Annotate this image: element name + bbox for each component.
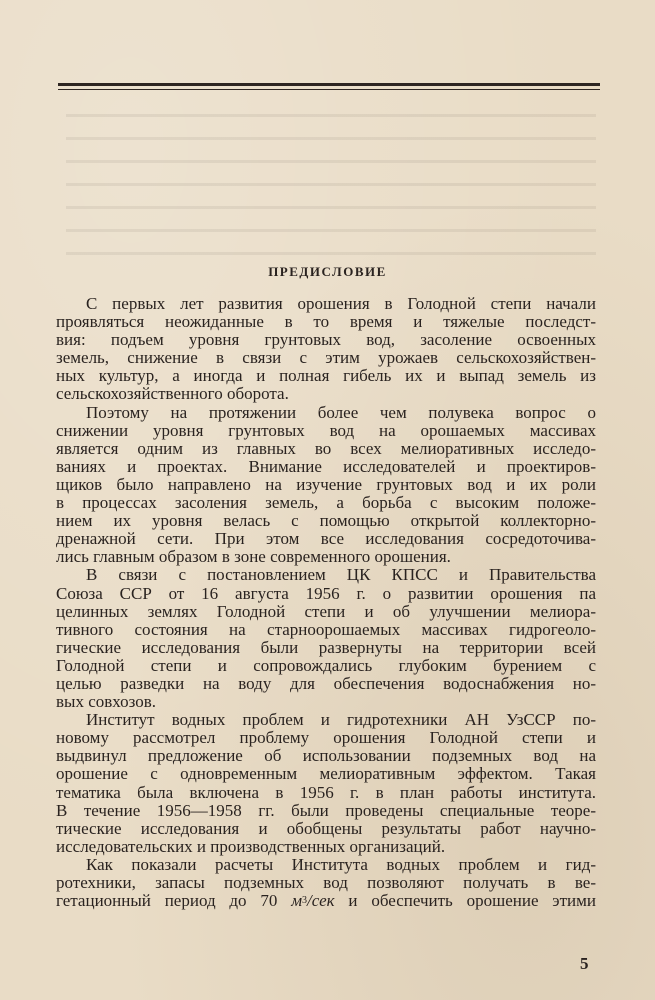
text-line: орошение с одновременным мелиоративным эффектом. Такая (56, 764, 596, 784)
text-line: снижении уровня грунтовых вод на орошаемых массивах (56, 420, 596, 440)
text-line: новому рассмотрел проблему орошения Голодной степи и (56, 728, 596, 748)
unit-per-sec: /сек (307, 891, 335, 911)
text-line: ваниях и проектах. Внимание исследователей и проектиров- (56, 456, 596, 476)
unit-m: м (291, 891, 303, 911)
text-line: земель, снижение в связи с этим урожаев сельскохозяйствен- (56, 348, 596, 368)
text-line: ных культур, а иногда и полная гибель их и выпад земель из (56, 366, 596, 386)
header-rule-thin (58, 89, 600, 90)
text-line: вых совхозов. (56, 692, 157, 712)
text-line: является одним из главных во всех мелиоративных исследо- (56, 438, 596, 458)
text-line: нием их уровня велась с помощью открытой коллекторно- (56, 511, 596, 531)
text-line: тематика была включена в 1956 г. в план работы института. (56, 782, 596, 802)
show-through-text (66, 100, 596, 270)
text-line: С первых лет развития орошения в Голодной степи начали (86, 294, 596, 313)
text-line: Союза ССР от 16 августа 1956 г. о развитии орошения па (56, 583, 596, 603)
text-line: В связи с постановлением ЦК КПСС и Правительства (86, 565, 596, 585)
text-line: лись главным образом в зоне современного орошения. (56, 547, 451, 567)
text-line: гические исследования были развернуты на территории всей (56, 637, 596, 657)
text-line: целью разведки на воду для обеспечения водоснабжения но- (56, 673, 596, 693)
text-line: Голодной степи и сопровождались глубоким бурением с (56, 655, 596, 675)
text-line: Поэтому на протяжении более чем полувека вопрос о (86, 402, 596, 422)
text-line: тические исследования и обобщены результаты работ научно- (56, 818, 596, 838)
text-fragment: и обеспечить орошение этими (334, 891, 596, 911)
text-line: В течение 1956—1958 гг. были проведены специальные теоре- (56, 800, 596, 820)
header-rule-thick (58, 83, 600, 86)
text-line: дренажной сети. При этом все исследования сосредоточива- (56, 529, 596, 549)
text-line: проявляться неожиданные в то время и тяжелые последст- (56, 312, 596, 332)
text-line: вия: подъем уровня грунтовых вод, засоление освоенных (56, 330, 596, 350)
text-line: в процессах засоления земель, а борьба с высоким положе- (56, 493, 596, 513)
page-number: 5 (580, 954, 589, 973)
text-line: Институт водных проблем и гидротехники АН УзССР по- (86, 710, 596, 730)
text-line: Как показали расчеты Института водных проблем и гид- (86, 854, 596, 874)
text-line: выдвинул предложение об использовании подземных вод на (56, 746, 596, 766)
text-line: исследовательских и производственных организаций. (56, 836, 446, 856)
text-line: сельскохозяйственного оборота. (56, 384, 289, 404)
body-text (56, 295, 596, 910)
text-line (56, 892, 596, 910)
text-fragment: гетационный период до 70 (56, 891, 292, 911)
text-line: ротехники, запасы подземных вод позволяют получать в ве- (56, 873, 596, 892)
text-line: тивного состояния на старноорошаемых массивах гидрогеоло- (56, 619, 596, 639)
text-line: щиков было направлено на изучение грунтовых вод и их роли (56, 474, 596, 494)
section-heading: ПРЕДИСЛОВИЕ (268, 264, 387, 279)
unit-exponent: 3 (302, 895, 308, 907)
text-line: целинных землях Голодной степи и об улучшении мелиора- (56, 601, 596, 621)
